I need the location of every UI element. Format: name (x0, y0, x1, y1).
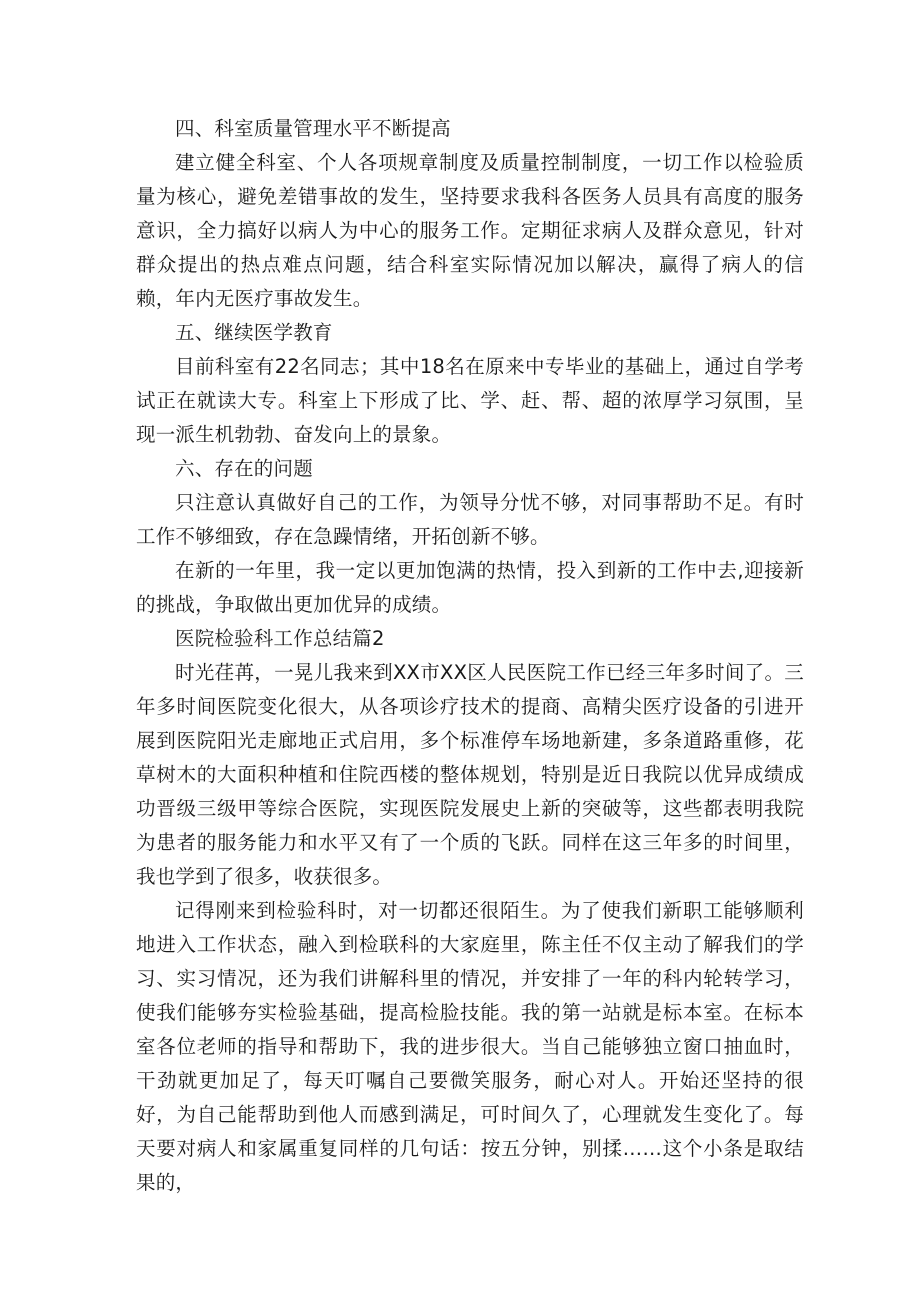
paragraph-time-flies: 时光荏苒，一晃儿我来到XX市XX区人民医院工作已经三年多时间了。三年多时间医院变化很大，从各项诊疗技术的提商、高精尖医疗设备的引进开展到医院阳光走廊地正式启用，多个标准停车场地新建，多条道路重修，花草树木的大面积种植和住院西楼的整体规划，特别是近日我院以优异成绩成功晋级三级甲等综合医院，实现医院发展史上新的突破等，这些都表明我院为患者的服务能力和水平又有了一个质的飞跃。同样在这三年多的时间里，我也学到了很多，收获很多。 (136, 661, 804, 888)
paragraph-education: 目前科室有22名同志；其中18名在原来中专毕业的基础上，通过自学考试正在就读大专。科室上下形成了比、学、赶、帮、超的浓厚学习氛围，呈现一派生机勃勃、奋发向上的景象。 (136, 355, 804, 446)
paragraph-new-year: 在新的一年里，我一定以更加饱满的热情，投入到新的工作中去,迎接新的挑战，争取做出更加优异的成绩。 (136, 559, 804, 616)
paragraph-quality: 建立健全科室、个人各项规章制度及质量控制制度，一切工作以检验质量为核心，避免差错事故的发生，坚持要求我科各医务人员具有高度的服务意识，全力搞好以病人为中心的服务工作。定期征求病人及群众意见，针对群众提出的热点难点问题，结合科室实际情况加以解决，赢得了病人的信赖，年内无医疗事故发生。 (136, 151, 804, 310)
section-heading-problems: 六、存在的问题 (175, 457, 313, 480)
paragraph-problems: 只注意认真做好自己的工作，为领导分忧不够，对同事帮助不足。有时工作不够细致，存在急躁情绪，开拓创新不够。 (136, 491, 804, 548)
section-heading-education: 五、继续医学教育 (175, 321, 333, 344)
paragraph-memories: 记得刚来到检验科时，对一切都还很陌生。为了使我们新职工能够顺利地进入工作状态，融入到检联科的大家庭里，陈主任不仅主动了解我们的学习、实习情况，还为我们讲解科里的情况，并安排了一年的科内轮转学习，使我们能够夯实检验基础，提高检脸技能。我的第一站就是标本室。在标本室各位老师的指导和帮助下，我的进步很大。当自己能够独立窗口抽血时，干劲就更加足了，每天叮嘱自己要微笑服务，耐心对人。开始还坚持的很好，为自己能帮助到他人而感到满足，可时间久了，心理就发生变化了。每天要对病人和家属重复同样的几句话：按五分钟，别揉……这个小条是取结果的， (136, 899, 804, 1194)
document-page (136, 112, 804, 1200)
section-heading-quality: 四、科室质量管理水平不断提高 (175, 117, 451, 140)
article-title-part2: 医院检验科工作总结篇2 (175, 627, 385, 650)
